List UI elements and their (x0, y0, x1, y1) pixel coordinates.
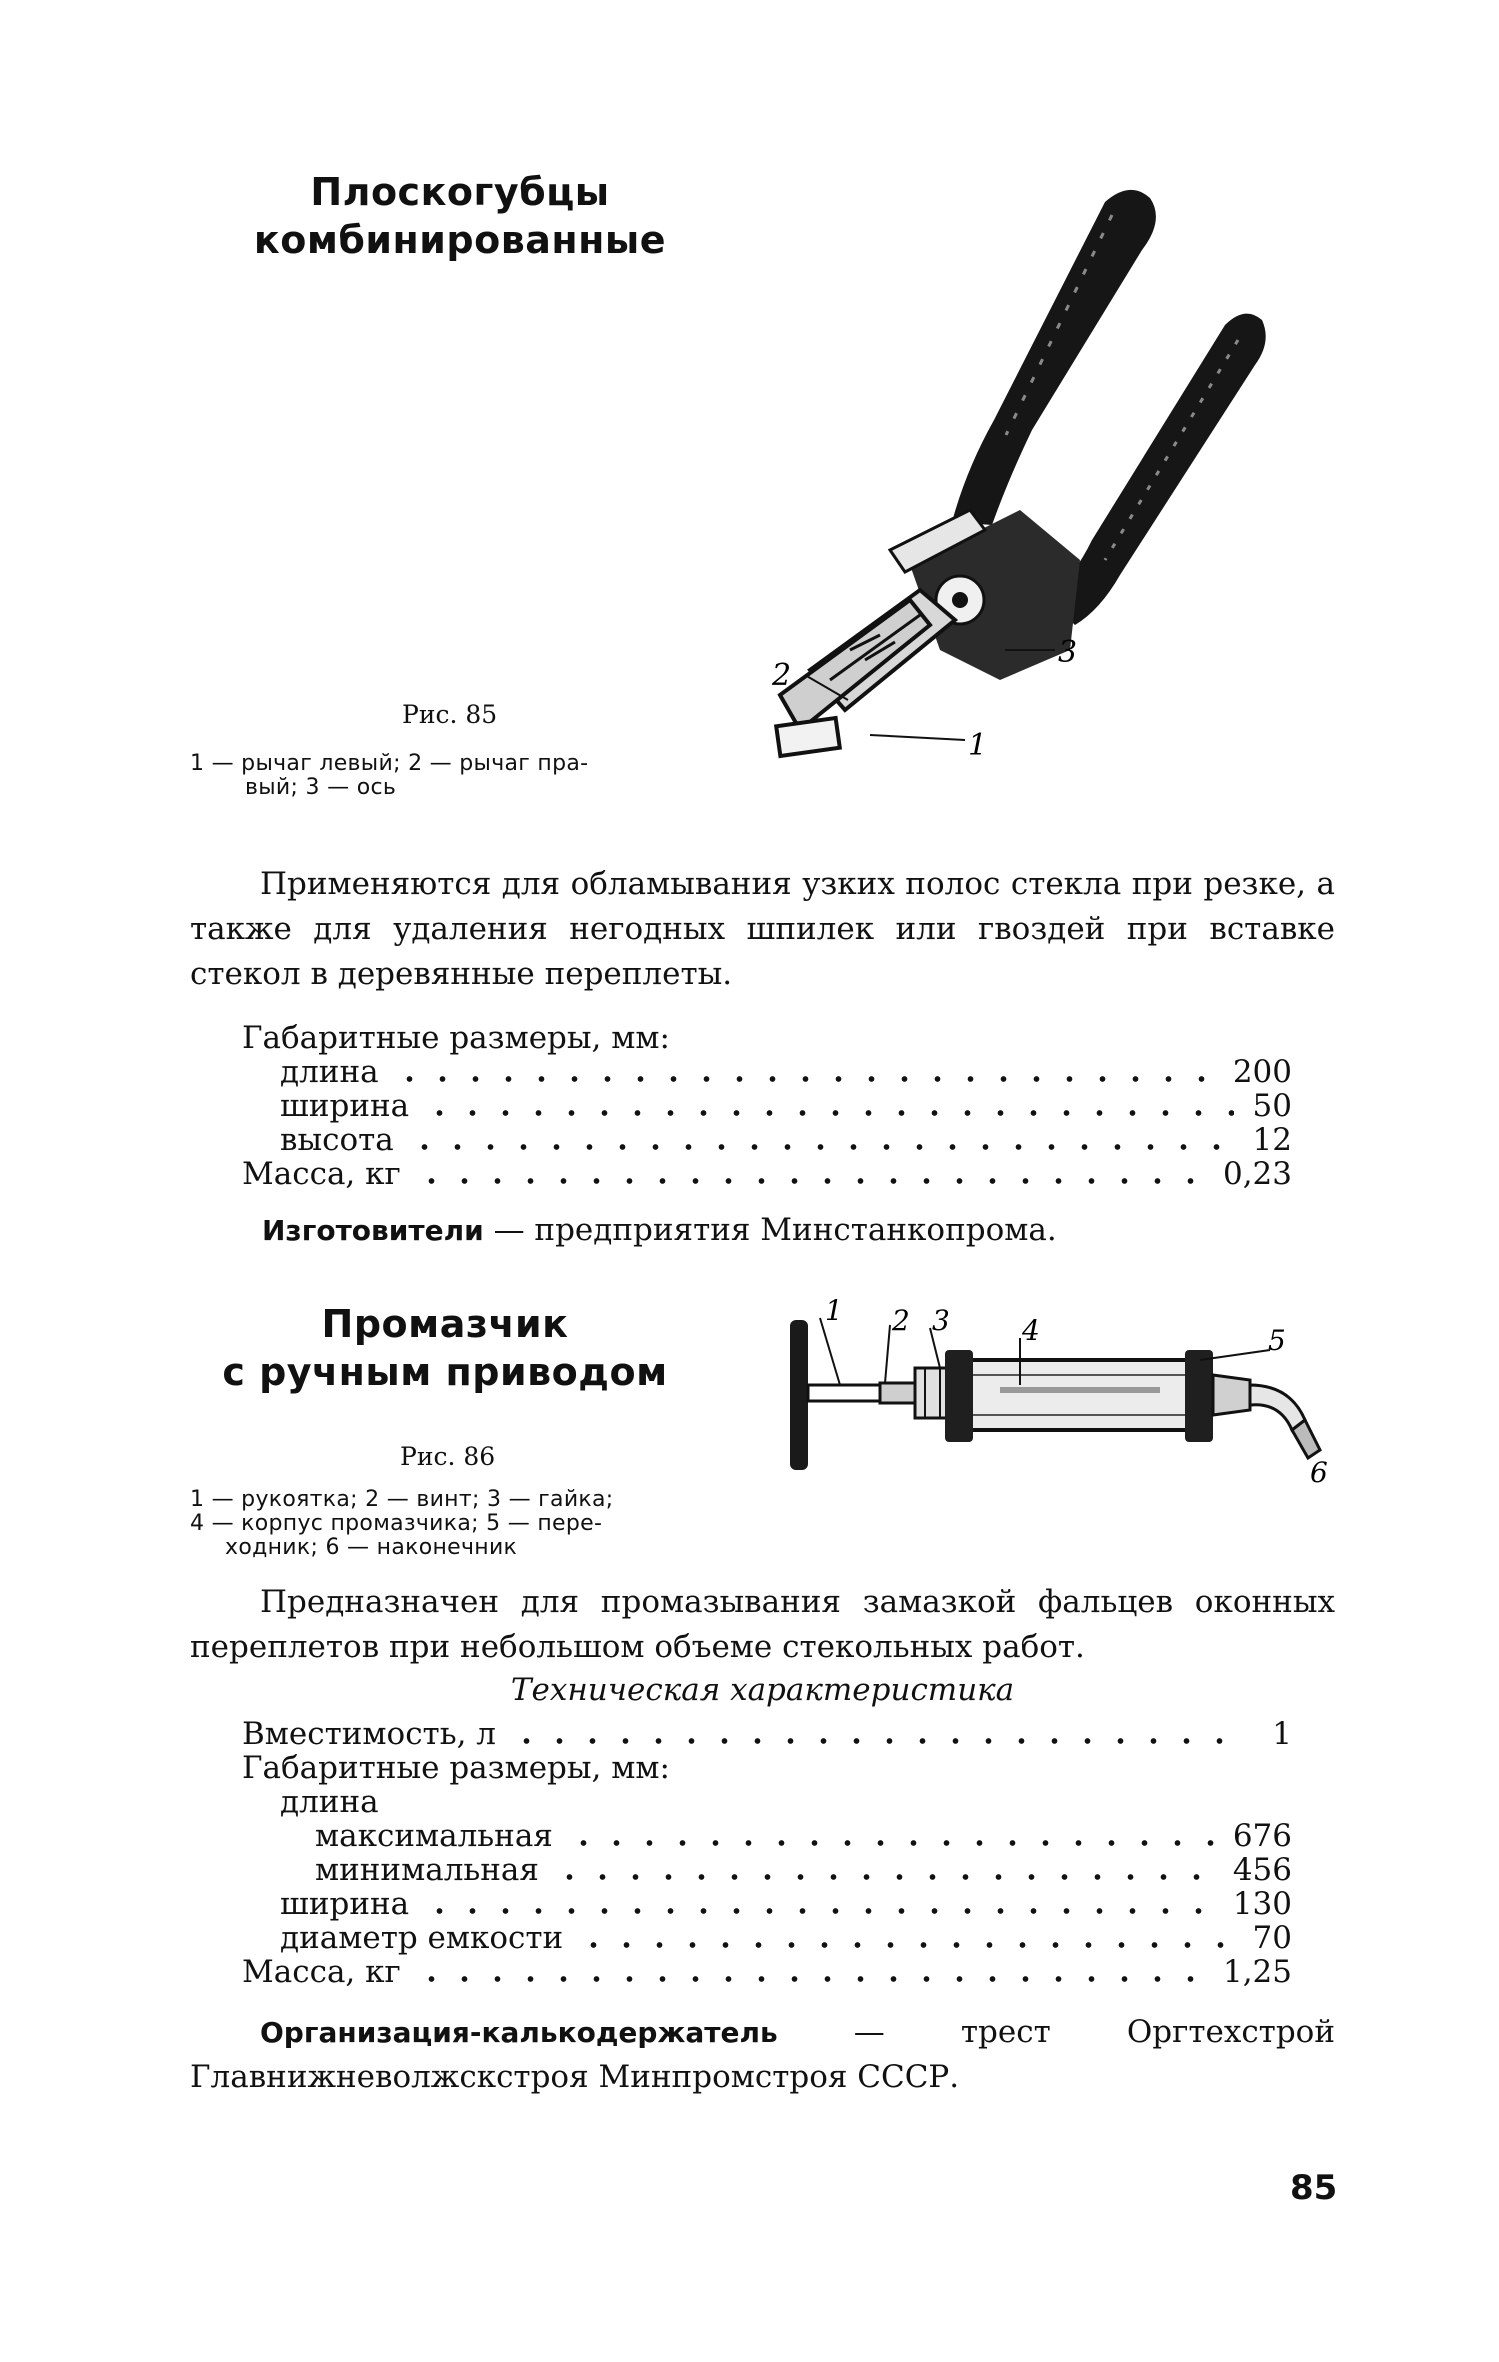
leader-dots (423, 1908, 1215, 1914)
length-heading-text: длина (280, 1784, 379, 1820)
makers-label: Изготовители (262, 1214, 484, 1247)
gun-callout-5: 5 (1268, 1324, 1286, 1357)
spec-label: длина (280, 1054, 379, 1090)
spec-row-mass (242, 1954, 1292, 1990)
figure-85-caption (190, 752, 720, 800)
section1-title-line2: комбинированные (253, 218, 667, 262)
spec-label: Масса, кг (242, 1156, 401, 1192)
spec-label: ширина (280, 1886, 410, 1922)
section2-spec-table (242, 1716, 1292, 2016)
tech-heading: Техническая характеристика (510, 1672, 1015, 1708)
section2-title-line1: Промазчик (321, 1302, 569, 1346)
dim-heading-text: Габаритные размеры, мм: (242, 1750, 670, 1786)
section2-title (205, 1300, 685, 1396)
spec-label: минимальная (315, 1852, 539, 1888)
figure-86-caption-line2: 4 — корпус промазчика; 5 — пере- (190, 1511, 603, 1536)
pliers-callout-2: 2 (772, 658, 792, 693)
spec-value: 12 (1252, 1122, 1292, 1158)
spec-label: Масса, кг (242, 1954, 401, 1990)
section2-paragraph: Предназначен для промазывания замазкой фальцев оконных переплетов при небольшом объеме стекольных работ. (190, 1584, 1335, 1665)
spec-label: Вместимость, л (242, 1716, 496, 1752)
spec-row-min (315, 1852, 1292, 1888)
section2-organization (190, 2010, 1335, 2100)
section1-paragraph: Применяются для обламывания узких полос стекла при резке, а также для удаления негодных шпилек или гвоздей при вставке стекол в деревянные переплеты. (190, 866, 1335, 992)
spec-label: ширина (280, 1088, 410, 1124)
figure-86-caption-line1: 1 — рукоятка; 2 — винт; 3 — гайка; (190, 1487, 614, 1512)
spec-value: 200 (1232, 1054, 1292, 1090)
figure-86-caption (190, 1488, 730, 1560)
organization-label: Организация-калькодержатель (260, 2016, 778, 2049)
spec-value: 70 (1252, 1920, 1292, 1956)
pliers-callout-1: 1 (968, 728, 988, 763)
section1-spec-table (242, 1054, 1292, 1204)
gun-callout-4: 4 (1022, 1314, 1040, 1347)
section1-spec-heading: Габаритные размеры, мм: (242, 1020, 670, 1056)
gun-callout-6: 6 (1310, 1456, 1328, 1489)
gun-callout-1: 1 (825, 1294, 843, 1327)
section1-makers (262, 1212, 1057, 1249)
figure-86-caption-line3: ходник; 6 — наконечник (225, 1535, 518, 1560)
spec-value: 676 (1232, 1818, 1292, 1854)
leader-dots (423, 1110, 1234, 1116)
leader-dots (553, 1874, 1215, 1880)
organization-text: — трест Оргтехстрой Главнижневолжскстроя Минпромстроя СССР. (190, 2014, 1335, 2095)
gun-callout-2: 2 (892, 1304, 910, 1337)
makers-text: — предприятия Минстанкопрома. (483, 1212, 1057, 1248)
spec-value: 130 (1232, 1886, 1292, 1922)
figure-85-caption-line1: 1 — рычаг левый; 2 — рычаг пра- (190, 751, 589, 776)
figure-85-label: Рис. 85 (402, 700, 498, 729)
spec-row-max (315, 1818, 1292, 1854)
spec-value: 0,23 (1222, 1156, 1292, 1192)
grease-gun-illustration (780, 1290, 1340, 1540)
spec-label: высота (280, 1122, 394, 1158)
section1-title (240, 168, 680, 264)
spec-row-width (280, 1886, 1292, 1922)
dim-heading (242, 1750, 670, 1786)
pliers-illustration (770, 180, 1330, 840)
leader-dots (393, 1076, 1215, 1082)
spec-value: 1,25 (1222, 1954, 1292, 1990)
spec-label: диаметр емкости (280, 1920, 564, 1956)
leader-dots (577, 1942, 1234, 1948)
section2-title-line2: с ручным приводом (222, 1350, 668, 1394)
spec-row-capacity (242, 1716, 1292, 1752)
leader-dots (415, 1178, 1205, 1184)
spec-value: 456 (1232, 1852, 1292, 1888)
spec-row-length (280, 1054, 1292, 1090)
figure-86-label: Рис. 86 (400, 1442, 496, 1471)
spec-value: 50 (1252, 1088, 1292, 1124)
spec-row-height (280, 1122, 1292, 1158)
leader-dots (567, 1840, 1215, 1846)
leader-dots (415, 1976, 1205, 1982)
figure-85-caption-line2: вый; 3 — ось (245, 775, 397, 800)
spec-label: максимальная (315, 1818, 553, 1854)
spec-value: 1 (1272, 1716, 1292, 1752)
spec-row-width (280, 1088, 1292, 1124)
leader-dots (510, 1738, 1234, 1744)
section1-title-line1: Плоскогубцы (310, 170, 610, 214)
length-heading (280, 1784, 379, 1820)
leader-dots (408, 1144, 1234, 1150)
gun-callout-3: 3 (932, 1304, 950, 1337)
page-number: 85 (1290, 2168, 1338, 2208)
spec-row-mass (242, 1156, 1292, 1192)
spec-row-diameter (280, 1920, 1292, 1956)
pliers-callout-3: 3 (1058, 635, 1078, 670)
